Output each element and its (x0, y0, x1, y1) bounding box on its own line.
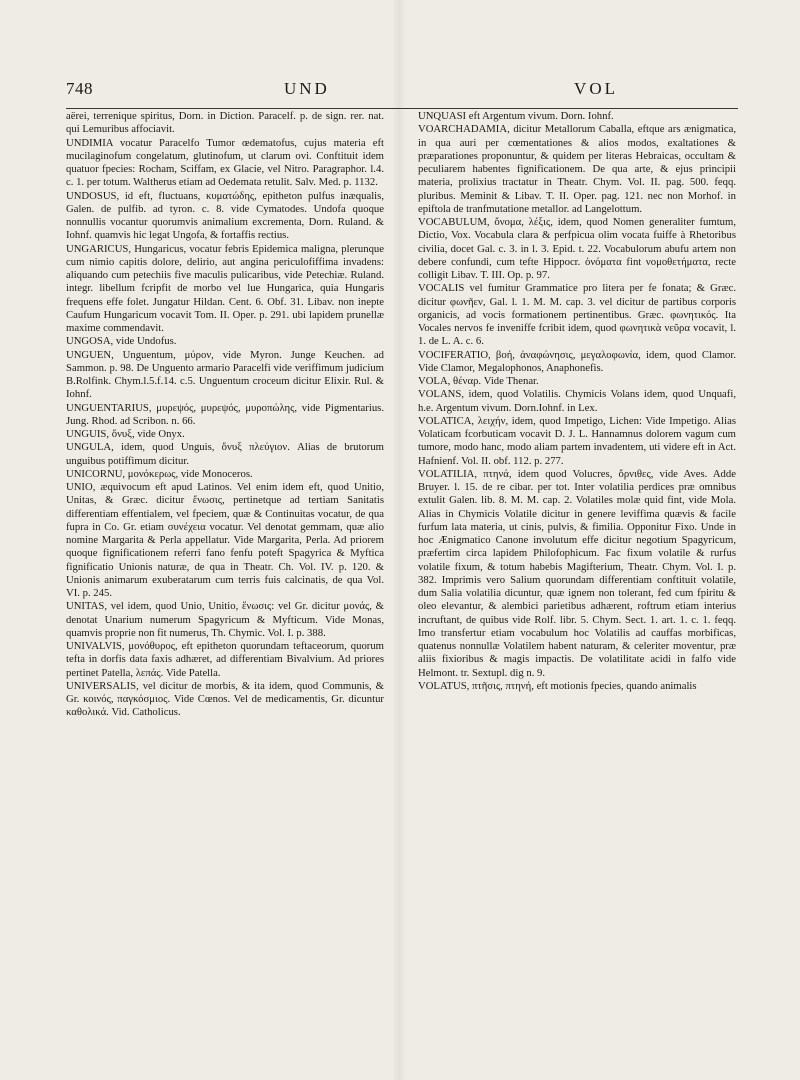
dictionary-entry: VOLA, θέναρ. Vide Thenar. (418, 375, 539, 387)
right-column (418, 110, 736, 1060)
dictionary-entry: UNIO, æquivocum eft apud Latinos. Vel enim idem eft, quod Unitio, Unitas, & Græc. dicitur ἕνωσις, pertinetque ad tertiam Sanitatis differentiam effentialem, vel fpeciem, quæ & Continuitas vocatur, de qua fupra in Co. Gr. etiam συνέχεια vocatur. Vel denotat gemmam, quæ alio nomine Margarita & Perla appellatur. Vide Margarita, Perla. Ad priorem quoque fignificationem referri fano fenfu poteft Spagyrica & Myftica fignificatio Unionis naturæ, de qua in Theatr. Ch. Vol. IV. p. 120. & Unionis animarum exuberatarum cum terris fuis calcinatis, de qua Vol. VI. p. 245. (66, 481, 384, 599)
dictionary-entry: UNGUEN, Unguentum, μύρον, vide Myron. Junge Keuchen. ad Sammon. p. 98. De Unguento armario Paracelfi vide veriffimum judicium B.Rolfink. Chym.l.5.f.14. c.5. Unguentum croceum dicitur Elixir. Rul. & Iohnf. (66, 348, 384, 401)
dictionary-entry: VOCIFERATIO, βοή, ἀναφώνησις, μεγαλοφωνία, idem, quod Clamor. Vide Clamor, Megalophonos, Anaphonefis. (418, 348, 736, 374)
dictionary-entry: UNGOSA, vide Undofus. (66, 335, 177, 348)
dictionary-entry: UNICORNU, μονόκερως, vide Monoceros. (66, 467, 253, 480)
dictionary-entry: UNDIMIA vocatur Paracelfo Tumor œdematofus, cujus materia eft mucilaginofum congelatum, glutinofum, ut clarum ovi. Conftituit idem quatuor fpecies: Rocham, Sciffam, ex Glacie, vel Nitro. Paragraphor. l.4. c. 1. per totum. Waltherus etiam ad Oedemata retulit. Salv. Med. p. 1132. (66, 136, 384, 189)
dictionary-entry: UNIVALVIS, μονόθυρος, eft epitheton quorundam teftaceorum, quorum tefta in dorfis data faxis adhæret, ad differentiam Bivalvium. Ad priores pertinet Patella, λεπάς. Vide Patella. (66, 640, 384, 679)
dictionary-entry: UNQUASI eft Argentum vivum. Dorn. Iohnf. (418, 110, 614, 122)
gutter-shadow (392, 0, 406, 1080)
dictionary-entry: VOCABULUM, ὄνομα, λέξις, idem, quod Nomen generaliter fumtum, Dictio, Vox. Vocabula clara & perfpicua olim vocata fuiffe à Rhetoribus civilia, docet Gal. c. 3. in l. 3. Epid. t. 22. Vocabulorum abufu artem non debere confundi, cum tefte Hippocr. ὀνόματα fint νομοθετήματα, recte colligit Libav. T. III. Op. p. 97. (418, 216, 736, 281)
dictionary-entry: UNGUENTARIUS, μυρεψός, μυρεψός, μυροπώλης, vide Pigmentarius. Jung. Rhod. ad Scribon. n. 66. (66, 401, 384, 427)
dictionary-entry: UNDOSUS, id eft, fluctuans, κυματώδης, epitheton pulfus inæqualis, Galen. de pulfib. ad tyron. c. 8. vide Cymatodes. Undofa quoque nonnullis vocantur quorumvis animalium excrementa, Dorn. Ruland. & Iohnf. quamvis hic legat Ungofa, & fortaffis rectius. (66, 189, 384, 242)
right-running-head: VOL (574, 79, 618, 98)
page-number: 748 (66, 79, 93, 98)
dictionary-entry: UNGARICUS, Hungaricus, vocatur febris Epidemica maligna, plerunque cum nimio capitis dolore, delirio, aut angina periculofiffima invadens: aliquando cum petechiis five maculis pulicaribus, vide Petechiæ. Ruland. integr. libellum fcripfit de morbo vel lue Hungarica, quia Hungaris frequens effe folet. Jungatur Hildan. Cent. 6. Obf. 31. Libav. non inepte Caufum Hungaricum vocavit Tom. II. Oper. p. 291. ubi lapidem prunellæ maxime commendavit. (66, 242, 384, 334)
dictionary-entry: VOLATUS, πτῆσις, πτηνή, eft motionis fpecies, quando animalis (418, 679, 697, 692)
dictionary-entry: UNITAS, vel idem, quod Unio, Unitio, ἕνωσις: vel Gr. dicitur μονάς, & denotat Unarium numerum Spagyricum & Myfticum. Vide Monas, quamvis proprie non fit numerus, Th. Chymic. Vol. I. p. 388. (66, 600, 384, 639)
left-running-head: UND (284, 79, 330, 98)
dictionary-entry: VOLANS, idem, quod Volatilis. Chymicis Volans idem, quod Unquafi, h.e. Argentum vivum. Dorn.Iohnf. in Lex. (418, 388, 736, 414)
dictionary-entry: VOLATICA, λειχήν, idem, quod Impetigo, Lichen: Vide Impetigo. Alias Volaticam fcorbuticam vocavit D. J. L. Hannamnus dolorem vagum cum tumore, modo hanc, modo aliam partem invadentem, uti videre eft in Act. Hafnienf. Vol. II. obf. 112. p. 277. (418, 414, 736, 467)
dictionary-entry: aërei, terrenique spiritus, Dorn. in Diction. Paracelf. p. de sign. rer. nat. qui Lemuribus affociavit. (66, 110, 384, 136)
dictionary-entry: VOLATILIA, πτηνά, idem quod Volucres, ὄρνιθες, vide Aves. Adde Bruyer. l. 15. de re cibar. per tot. Inter volatilia perdices præ omnibus extulit Galen. lib. 8. M. M. cap. 2. Volatiles molæ quid fint, vide Mola. Alias in Chymicis Volatile dicitur in genere leviffima quævis & facile furfum lata materia, ut cinis, pulvis, & fimilia. Opponitur Fixo. Unde in hoc Ænigmatico Canone involutum effe dicitur negotium Spagyricum, præfertim circa lapidem Philofophicum. Fac fixum volatile & rurfus volatile fixum, & totum habebis Magifterium, Theatr. Chym. Vol. I. p. 382. Imprimis vero Salium quorundam differentiam conftituit volatile, dum Salia volatilia dicuntur, quæ ignem non tolerant, fed cum fpiritu & oleo elevantur, & alembici parietibus adhærent, roftrum etiam interius incruftant, de quibus vide Rolf. libr. 5. Chym. Sect. 1. art. 1. c. 1. feqq. Imo transfertur etiam vocabulum hoc Volatilis ad cauffas morbificas, quatenus nonnullæ Volatilem habent naturam, & celeriter moventur, præ aliis fixioribus & magis impactis. De volatilitate acidi in falfo vide Helmont. tr. Sextupl. dig n. 9. (418, 467, 736, 679)
running-header (66, 78, 738, 109)
dictionary-entry: VOARCHADAMIA, dicitur Metallorum Caballa, eftque ars ænigmatica, in qua auri per cœmentationes & alios modos, exaltationes & præparationes proponuntur, & quidem per literas Hebraicas, occultam & peculiarem habentes fignificationem. De qua arte, & ejus principii materia, prolixius tractatur in Theatr. Chym. Vol. II. pag. 500. feqq. pluribus. Meminit & Libav. T. II. Oper. pag. 121. nec non Morhof. in epiftola de tranfmutatione metallor. ad Langelottum. (418, 123, 736, 215)
dictionary-entry: UNIVERSALIS, vel dicitur de morbis, & ita idem, quod Communis, & Gr. κοινός, παγκόσμιος. Vide Cœnos. Vel de medicamentis, Gr. dicuntur καθολικά. Vid. Catholicus. (66, 679, 384, 719)
dictionary-entry: VOCALIS vel fumitur Grammatice pro litera per fe fonata; & Græc. dicitur φωνῆεν, Gal. l. 1. M. M. cap. 3. vel dicitur de partibus corporis organicis, ad vocis formationem pertinentibus. Græc. φωνητικός. Ita Vocales nervos fe inveniffe fcribit idem, quod φωνητικὰ νεῦρα vocavit, l. 1. de L. A. c. 6. (418, 282, 736, 348)
left-column (66, 110, 384, 1060)
dictionary-entry: UNGULA, idem, quod Unguis, ὄνυξ πλεύγιον. Alias de brutorum unguibus potiffimum dicitur. (66, 441, 384, 467)
dictionary-entry: UNGUIS, ὄνυξ, vide Onyx. (66, 428, 185, 440)
